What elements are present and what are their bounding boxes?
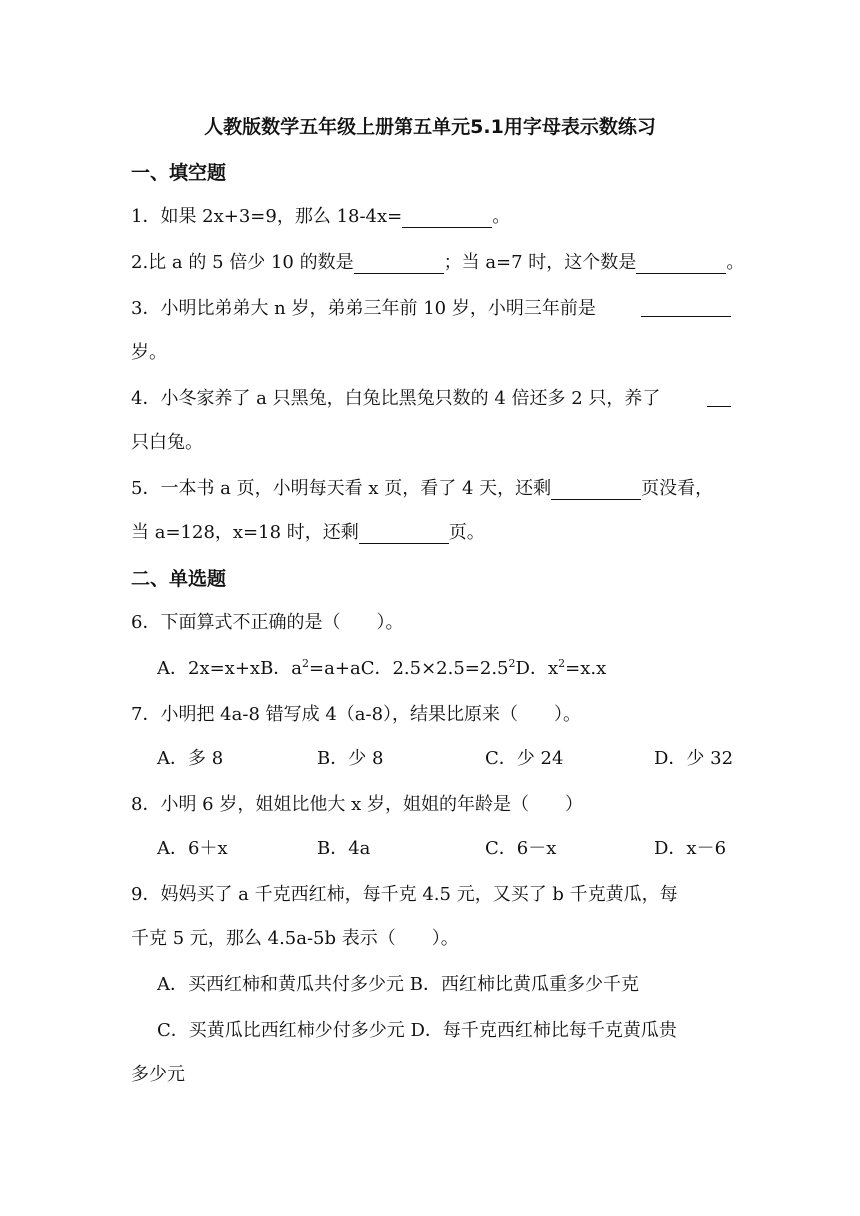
section-fill-in: 一、填空题	[131, 162, 227, 184]
question-3	[131, 294, 731, 324]
question-6-options	[157, 654, 606, 684]
option-d[interactable]: D．x－6	[654, 838, 727, 859]
answer-blank[interactable]	[641, 294, 731, 317]
question-9-cont	[131, 924, 731, 954]
option-c[interactable]: C．6－x	[485, 838, 557, 859]
question-4-text: 4．小冬家养了 a 只黑兔，白兔比黑兔只数的 4 倍还多 2 只，养了	[131, 388, 661, 409]
question-8	[131, 790, 731, 820]
question-1-end: 。	[492, 206, 511, 227]
page-title: 人教版数学五年级上册第五单元5.1用字母表示数练习	[204, 116, 656, 138]
question-5-text: 5．一本书 a 页，小明每天看 x 页，看了 4 天，还剩	[131, 478, 552, 499]
option-d-cont: 多少元	[131, 1064, 185, 1085]
section-single-choice: 二、单选题	[131, 568, 227, 590]
answer-blank[interactable]	[707, 384, 731, 407]
question-1-text: 1．如果 2x+3=9，那么 18-4x=	[131, 206, 403, 227]
option-b[interactable]: B．4a	[317, 838, 371, 859]
question-5-end: 页。	[448, 522, 485, 543]
question-6	[131, 608, 731, 638]
question-7-stem: 7．小明把 4a-8 错写成 4（a-8），结果比原来（ ）。	[131, 704, 582, 725]
question-4	[131, 384, 731, 414]
question-8-stem: 8．小明 6 岁，姐姐比他大 x 岁，姐姐的年龄是（ ）	[131, 794, 583, 815]
question-5-mid: 页没看，	[641, 478, 714, 499]
option-d[interactable]: D．$x^2=x.x$	[515, 657, 607, 679]
option-a[interactable]: A．6＋x	[157, 838, 228, 859]
option-a[interactable]: A．多 8	[157, 748, 224, 769]
option-c[interactable]: C．少 24	[485, 748, 564, 769]
answer-blank[interactable]	[402, 205, 492, 228]
option-c[interactable]: C．$2.5\times 2.5=2.5^2$	[360, 657, 516, 679]
question-9-stem: 9．妈妈买了 a 千克西红柿，每千克 4.5 元，又买了 b 千克黄瓜，每	[131, 884, 678, 905]
question-3-end: 岁。	[131, 342, 167, 363]
question-2-text: 2.比 a 的 5 倍少 10 的数是	[131, 252, 354, 273]
options-a-b[interactable]: A．买西红柿和黄瓜共付多少元 B．西红柿比黄瓜重多少千克	[157, 974, 639, 995]
question-4-cont	[131, 428, 731, 458]
question-2	[131, 248, 745, 278]
question-9	[131, 880, 731, 910]
question-6-stem: 6．下面算式不正确的是（ ）。	[131, 612, 404, 633]
question-4-end: 只白兔。	[131, 432, 203, 453]
question-7	[131, 700, 731, 730]
question-9-stem2: 千克 5 元，那么 4.5a-5b 表示（ ）。	[131, 928, 459, 949]
question-5-text2: 当 a=128，x=18 时，还剩	[131, 522, 359, 543]
option-a[interactable]: A．2x=x+x	[157, 658, 261, 679]
question-2-end: 。	[726, 252, 745, 273]
answer-blank[interactable]	[551, 477, 641, 500]
answer-blank[interactable]	[636, 251, 726, 274]
question-5-cont	[131, 518, 731, 548]
options-c-d[interactable]: C．买黄瓜比西红柿少付多少元 D．每千克西红柿比每千克黄瓜贵	[157, 1020, 677, 1041]
answer-blank[interactable]	[359, 521, 449, 544]
question-3-text: 3．小明比弟弟大 n 岁，弟弟三年前 10 岁，小明三年前是	[131, 298, 596, 319]
question-1	[131, 202, 731, 232]
answer-blank[interactable]	[354, 251, 444, 274]
option-b[interactable]: B．$a^2=a+a$	[260, 657, 361, 679]
option-d[interactable]: D．少 32	[654, 748, 734, 769]
option-b[interactable]: B．少 8	[317, 748, 384, 769]
question-3-cont	[131, 338, 731, 368]
question-2-mid: ；当 a=7 时，这个数是	[443, 252, 637, 273]
question-5	[131, 474, 731, 504]
